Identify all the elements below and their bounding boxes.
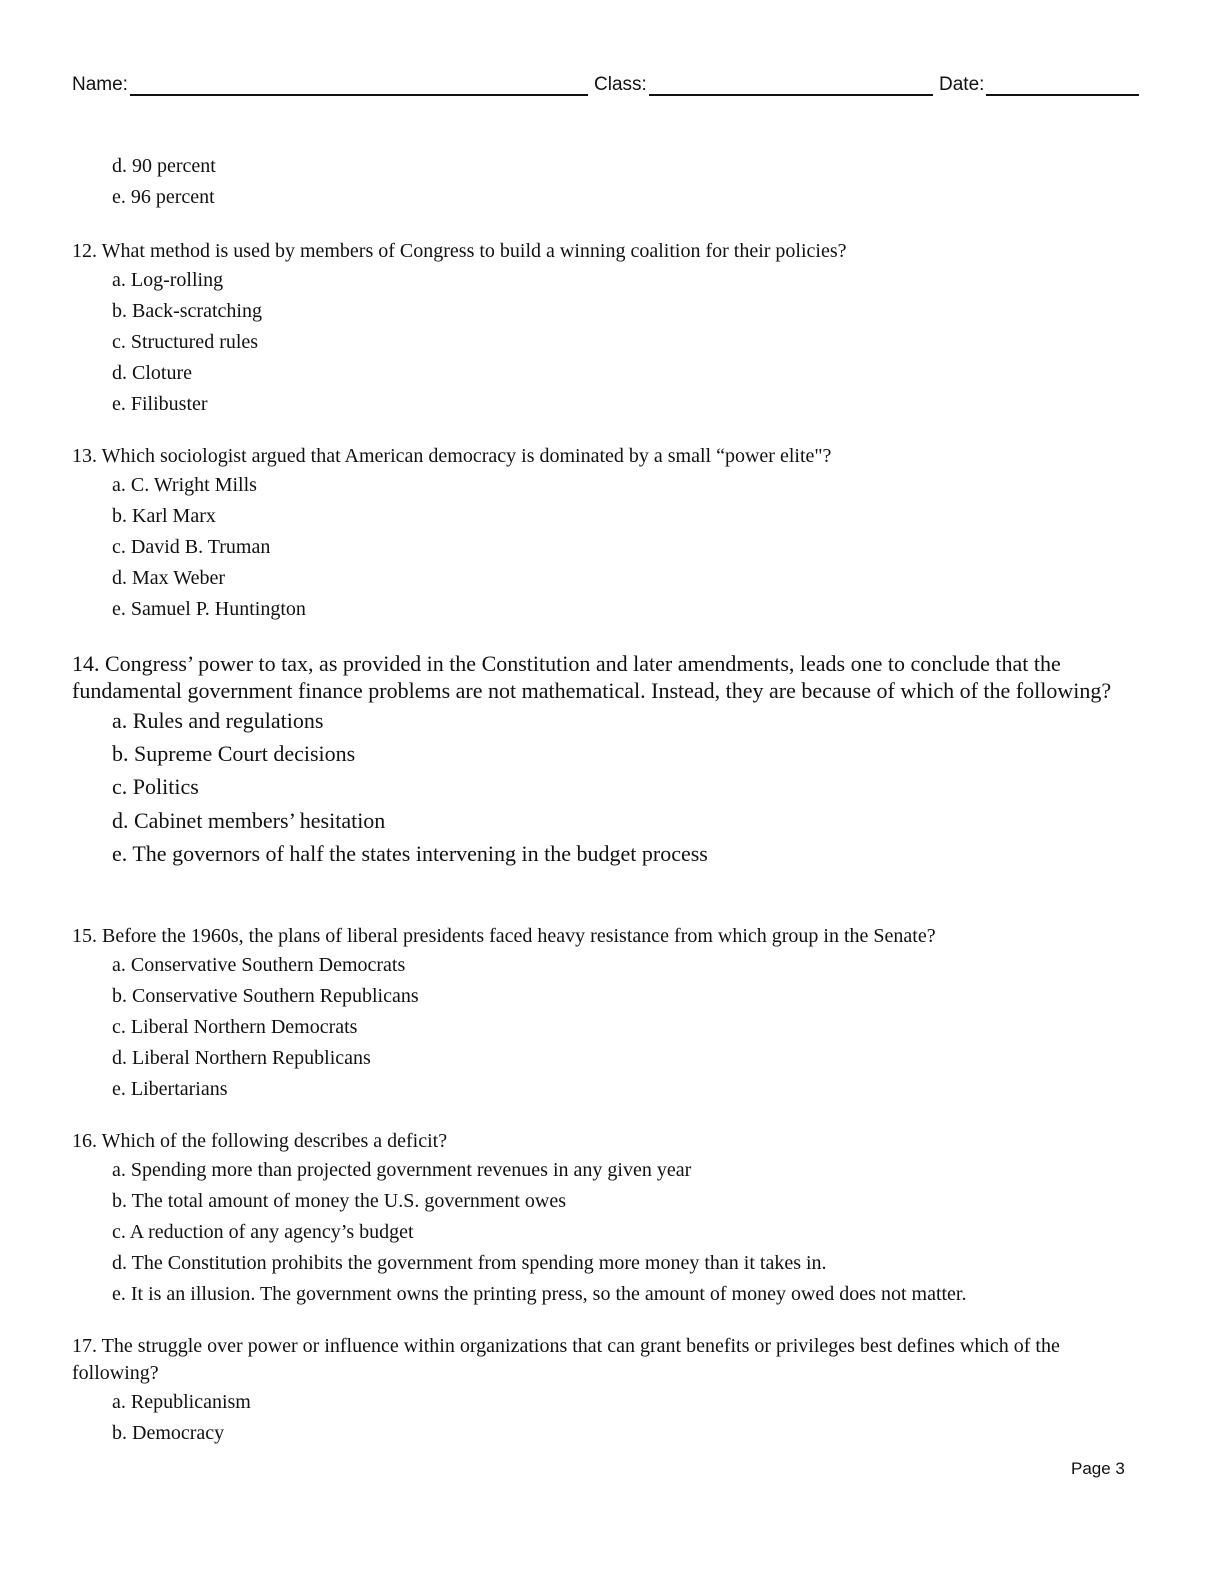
class-field [594,68,933,96]
date-blank[interactable] [986,72,1139,96]
answer-option[interactable]: e. It is an illusion. The government owns the printing press, so the amount of money owed does not matter. [112,1283,967,1305]
question-14 [72,650,1147,870]
answer-option[interactable]: b. Back-scratching [112,300,262,322]
answer-option[interactable]: d. Max Weber [112,567,225,589]
question-12 [72,238,1147,420]
answer-option[interactable]: a. Conservative Southern Democrats [112,954,406,976]
answer-option[interactable]: c. David B. Truman [112,536,271,558]
answer-option[interactable]: a. Spending more than projected government revenues in any given year [112,1159,692,1181]
answer-option[interactable]: d. Cloture [112,362,192,384]
answer-option[interactable]: a. Rules and regulations [112,708,324,733]
question-stem: 12. What method is used by members of Congress to build a winning coalition for their policies? [72,240,847,262]
answer-option[interactable]: c. A reduction of any agency’s budget [112,1221,414,1243]
answer-option[interactable]: e. Libertarians [112,1078,228,1100]
name-blank[interactable] [130,72,588,96]
question-stem: 16. Which of the following describes a deficit? [72,1130,448,1152]
question-15 [72,923,1147,1105]
answer-option[interactable]: b. Conservative Southern Republicans [112,985,419,1007]
page-header [72,68,1144,98]
class-label: Class: [594,74,647,95]
answer-option[interactable]: d. The Constitution prohibits the government from spending more money than it takes in. [112,1252,827,1274]
question-stem: 14. Congress’ power to tax, as provided in the Constitution and later amendments, leads one to conclude that the fundamental government finance problems are not mathematical. Instead, they are because of which of the following? [72,651,1112,703]
class-blank[interactable] [649,72,933,96]
answer-option[interactable]: e. Filibuster [112,393,208,415]
answer-option[interactable]: b. Democracy [112,1422,225,1444]
answer-option[interactable]: b. The total amount of money the U.S. government owes [112,1190,566,1212]
page-number: Page 3 [1071,1459,1125,1478]
answer-option[interactable]: d. Liberal Northern Republicans [112,1047,371,1069]
answer-option[interactable]: c. Structured rules [112,331,259,353]
answer-option[interactable]: d. Cabinet members’ hesitation [112,807,386,833]
answer-option[interactable]: a. Republicanism [112,1391,251,1413]
answer-option[interactable]: e. The governors of half the states intervening in the budget process [112,840,708,866]
question-stem: 13. Which sociologist argued that American democracy is dominated by a small “power elite"? [72,445,832,467]
answer-option[interactable]: b. Karl Marx [112,505,216,527]
answer-option[interactable]: c. Liberal Northern Democrats [112,1016,358,1038]
question-stem: 15. Before the 1960s, the plans of liberal presidents faced heavy resistance from which group in the Senate? [72,925,936,947]
answer-option[interactable]: e. 96 percent [112,186,215,208]
answer-option[interactable]: c. Politics [112,774,199,800]
question-13 [72,443,1147,625]
question-stem: 17. The struggle over power or influence within organizations that can grant benefits or privileges best defines which of the following? [72,1335,1060,1384]
date-field [939,68,1139,96]
continued-options [72,151,1147,213]
name-field [72,68,588,96]
answer-option[interactable]: a. C. Wright Mills [112,474,257,496]
question-16 [72,1128,1147,1310]
answer-option[interactable]: a. Log-rolling [112,269,224,291]
answer-option[interactable]: b. Supreme Court decisions [112,741,356,767]
answer-option[interactable]: e. Samuel P. Huntington [112,598,306,620]
question-17 [72,1333,1147,1449]
name-label: Name: [72,74,128,95]
date-label: Date: [939,74,985,95]
answer-option[interactable]: d. 90 percent [112,155,216,177]
